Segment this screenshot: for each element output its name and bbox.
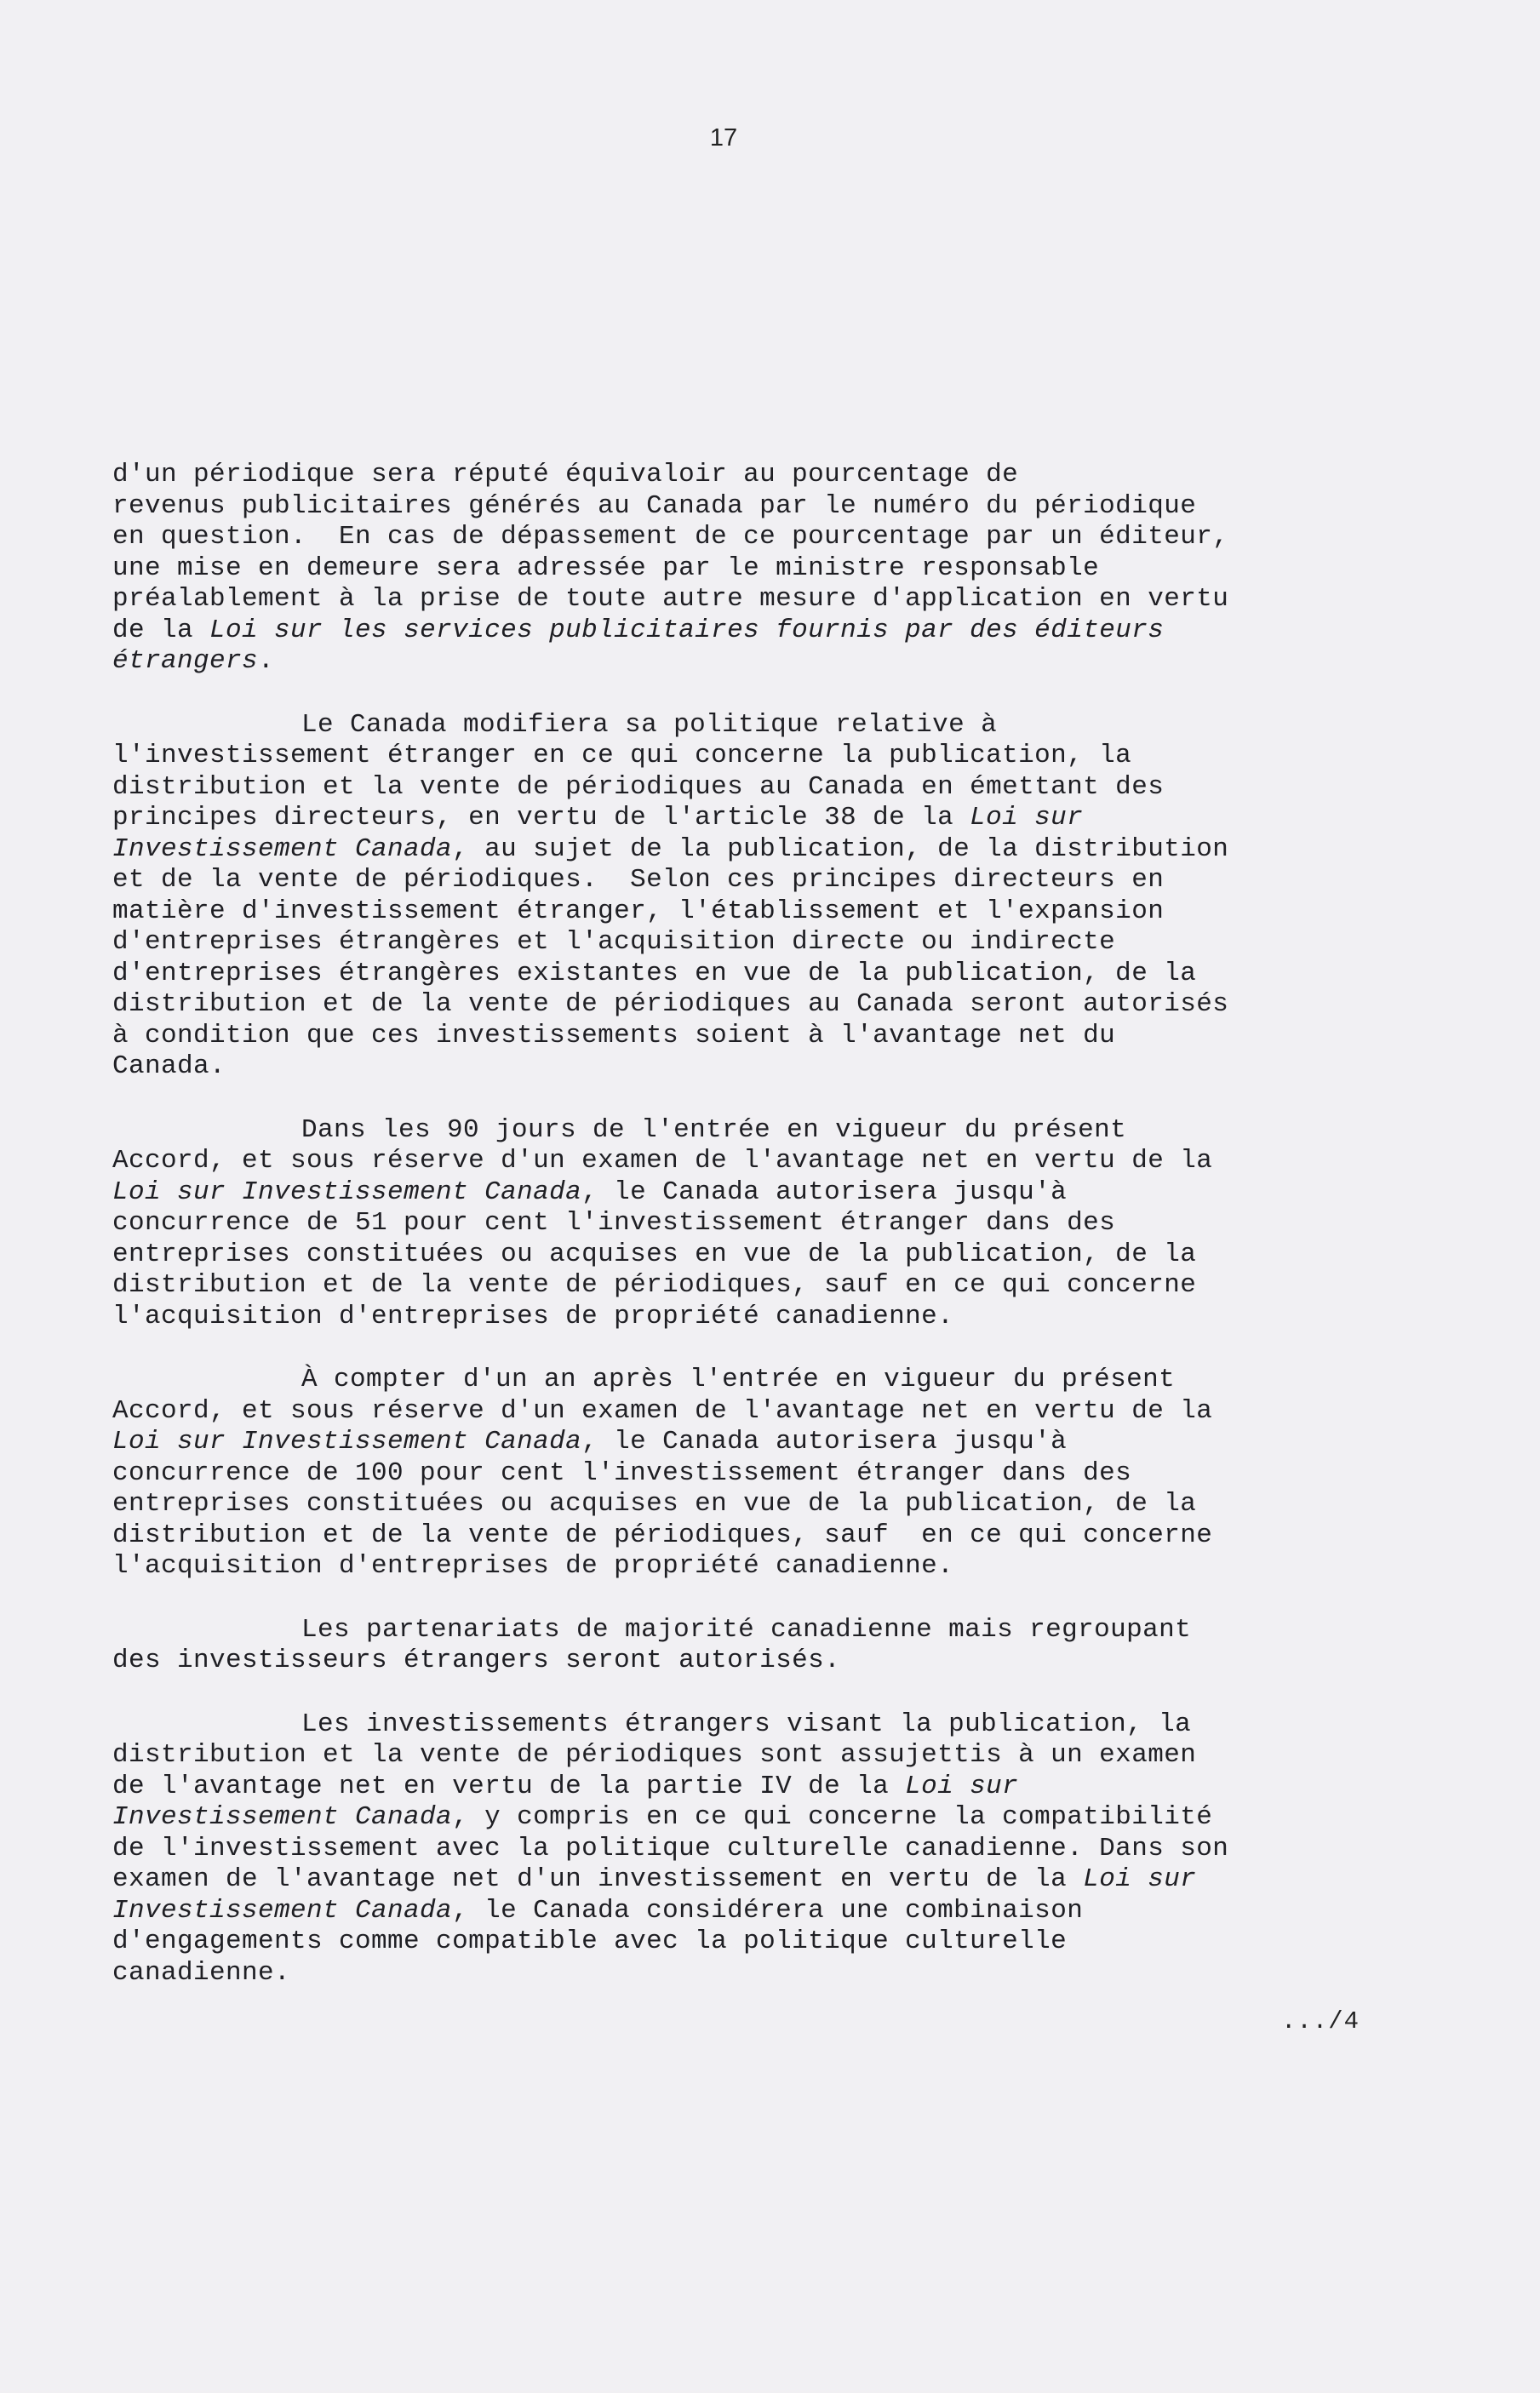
text-line: concurrence de 51 pour cent l'investissement étranger dans des — [112, 1208, 1116, 1238]
italic-title: Investissement Canada — [112, 833, 453, 864]
line-text: , le Canada autorisera jusqu'à — [581, 1427, 1068, 1457]
text-line: Canada. — [112, 1051, 226, 1081]
text-line: d'entreprises étrangères et l'acquisition directe ou indirecte — [112, 927, 1116, 957]
document-body — [112, 460, 1423, 1989]
text-line — [112, 1427, 1423, 1458]
italic-title: Investissement Canada — [112, 1802, 453, 1832]
italic-title: Loi sur — [1083, 1864, 1197, 1894]
text-line: d'engagements comme compatible avec la politique culturelle — [112, 1926, 1068, 1956]
text-line: Accord, et sous réserve d'un examen de l'avantage net en vertu de la — [112, 1395, 1213, 1426]
line-text: de l'avantage net en vertu de la partie IV de la — [112, 1771, 906, 1801]
line-text: , y compris en ce qui concerne la compatibilité — [452, 1802, 1213, 1832]
text-line — [112, 1802, 1423, 1834]
text-line: À compter d'un an après l'entrée en vigueur du présent — [301, 1365, 1176, 1394]
text-line — [112, 1864, 1423, 1896]
text-line: distribution et la vente de périodiques sont assujettis à un examen — [112, 1740, 1197, 1770]
text-line: Les partenariats de majorité canadienne mais regroupant — [301, 1614, 1192, 1645]
line-text: . — [258, 646, 275, 676]
italic-title: Loi sur — [970, 803, 1084, 833]
text-line: distribution et de la vente de périodiques au Canada seront autorisés — [112, 989, 1229, 1019]
paragraph — [112, 1615, 1423, 1677]
line-text: de la — [112, 615, 210, 645]
paragraph — [112, 1709, 1423, 1989]
italic-title: Loi sur — [905, 1771, 1019, 1801]
text-line — [112, 834, 1423, 866]
text-line: revenus publicitaires générés au Canada par le numéro du périodique — [112, 490, 1197, 521]
italic-title: Investissement Canada — [112, 1895, 453, 1926]
text-line — [112, 1896, 1423, 1927]
text-line: entreprises constituées ou acquises en vue de la publication, de la — [112, 1489, 1197, 1519]
text-line: Le Canada modifiera sa politique relative à — [301, 709, 998, 740]
text-line: distribution et la vente de périodiques au Canada en émettant des — [112, 771, 1165, 802]
line-text: , le Canada autorisera jusqu'à — [581, 1176, 1068, 1207]
text-line: distribution et de la vente de périodiques, sauf en ce qui concerne — [112, 1520, 1213, 1550]
text-line: Dans les 90 jours de l'entrée en vigueur du présent — [301, 1114, 1127, 1145]
line-text: , au sujet de la publication, de la distribution — [452, 833, 1229, 864]
text-line: d'un périodique sera réputé équivaloir au pourcentage de — [112, 460, 1019, 489]
line-text: principes directeurs, en vertu de l'article 38 de la — [112, 803, 970, 833]
text-line: d'entreprises étrangères existantes en vue de la publication, de la — [112, 958, 1197, 988]
text-line: l'acquisition d'entreprises de propriété canadienne. — [112, 1301, 954, 1331]
text-line: l'acquisition d'entreprises de propriété canadienne. — [112, 1551, 954, 1581]
text-line: et de la vente de périodiques. Selon ces principes directeurs en — [112, 865, 1165, 895]
text-line — [112, 1177, 1423, 1209]
text-line — [112, 1772, 1423, 1803]
text-line: préalablement à la prise de toute autre mesure d'application en vertu — [112, 584, 1229, 614]
italic-title: Loi sur les services publicitaires fournis par des éditeurs — [209, 615, 1165, 645]
text-line: matière d'investissement étranger, l'établissement et l'expansion — [112, 896, 1165, 926]
text-line: des investisseurs étrangers seront autorisés. — [112, 1646, 841, 1675]
text-line: en question. En cas de dépassement de ce pourcentage par un éditeur, — [112, 522, 1229, 552]
text-line: l'investissement étranger en ce qui concerne la publication, la — [112, 741, 1132, 770]
italic-title: Loi sur Investissement Canada — [112, 1427, 582, 1457]
page-number: 17 — [709, 124, 738, 152]
text-line: à condition que ces investissements soient à l'avantage net du — [112, 1020, 1116, 1051]
text-line — [112, 615, 1423, 647]
text-line — [112, 803, 1423, 834]
text-line: de l'investissement avec la politique culturelle canadienne. Dans son — [112, 1833, 1229, 1863]
text-line: entreprises constituées ou acquises en vue de la publication, de la — [112, 1239, 1197, 1269]
text-line: Accord, et sous réserve d'un examen de l'avantage net en vertu de la — [112, 1146, 1213, 1176]
italic-title: Loi sur Investissement Canada — [112, 1176, 582, 1207]
text-line: concurrence de 100 pour cent l'investissement étranger dans des — [112, 1457, 1132, 1488]
text-line — [112, 646, 1423, 678]
italic-title: étrangers — [112, 646, 259, 676]
line-text: examen de l'avantage net d'un investissement en vertu de la — [112, 1864, 1084, 1894]
text-line: une mise en demeure sera adressée par le ministre responsable — [112, 552, 1100, 583]
line-text: , le Canada considérera une combinaison — [452, 1895, 1084, 1926]
paragraph — [112, 710, 1423, 1083]
text-line: Les investissements étrangers visant la publication, la — [301, 1709, 1192, 1739]
continuation-marker: .../4 — [1280, 2007, 1360, 2035]
paragraph — [112, 460, 1423, 678]
text-line: distribution et de la vente de périodiques, sauf en ce qui concerne — [112, 1270, 1197, 1300]
paragraph — [112, 1115, 1423, 1333]
text-line: canadienne. — [112, 1957, 291, 1988]
paragraph — [112, 1365, 1423, 1583]
